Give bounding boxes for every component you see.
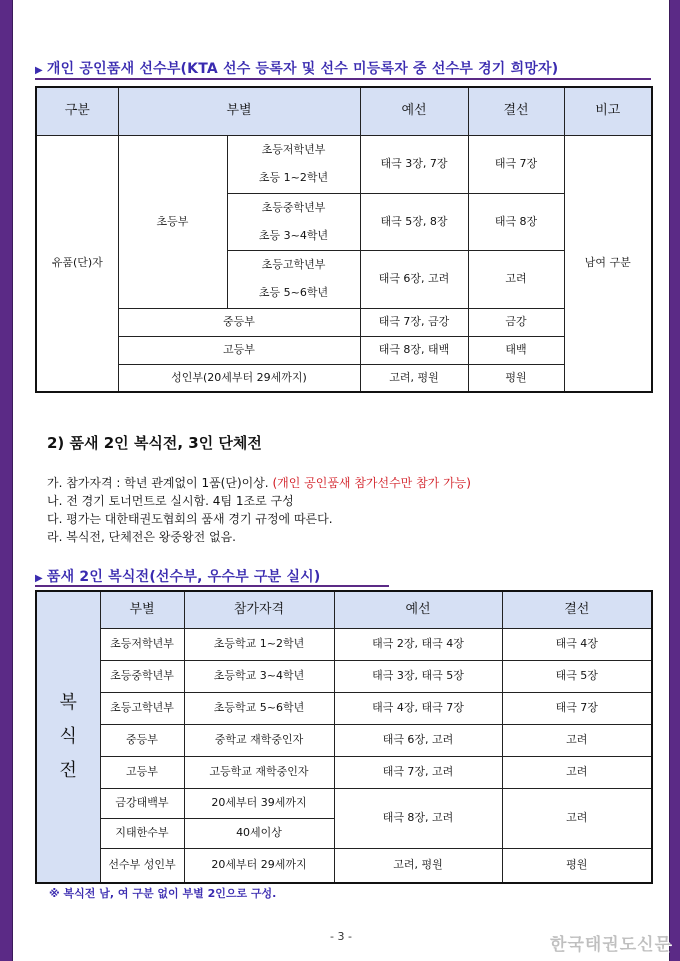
section3-underline [35, 585, 389, 587]
division-cell: 중등부 [118, 308, 360, 336]
division-cell: 금강태백부 [100, 788, 184, 818]
qualification-cell: 중학교 재학중인자 [184, 724, 334, 756]
table-row [36, 788, 652, 818]
table-row [36, 848, 652, 883]
header-qualification: 참가자격 [184, 591, 334, 628]
section1-underline [35, 78, 651, 80]
rules-list [47, 474, 471, 546]
prelim-cell: 태극 4장, 태극 7장 [334, 692, 502, 724]
final-cell: 고려 [502, 788, 652, 848]
list-item: 나. 전 경기 토너먼트로 실시함. 4팀 1조로 구성 [47, 494, 294, 508]
qualification-cell: 40세이상 [184, 818, 334, 848]
triangle-bullet-icon: ▶ [35, 65, 43, 76]
header-final: 결선 [468, 87, 564, 135]
prelim-cell: 고려, 평원 [360, 364, 468, 392]
final-cell: 태극 4장 [502, 628, 652, 660]
header-final: 결선 [502, 591, 652, 628]
final-cell: 고려 [502, 756, 652, 788]
list-item: 가. 참가자격 : 학년 관계없이 1품(단)이상. (개인 공인품새 참가선수만 참가 가능) [47, 476, 471, 490]
section2-title: 2) 품새 2인 복식전, 3인 단체전 [47, 434, 262, 452]
final-cell: 금강 [468, 308, 564, 336]
division-cell: 초등저학년부 [100, 628, 184, 660]
final-cell: 태극 8장 [468, 193, 564, 250]
qualification-cell: 20세부터 39세까지 [184, 788, 334, 818]
header-remarks: 비고 [564, 87, 652, 135]
qualification-cell: 초등학교 1~2학년 [184, 628, 334, 660]
header-prelim: 예선 [334, 591, 502, 628]
table-row [36, 660, 652, 692]
table-row [36, 692, 652, 724]
triangle-bullet-icon: ▶ [35, 573, 43, 584]
final-cell: 태극 5장 [502, 660, 652, 692]
remarks-cell: 남여 구분 [564, 135, 652, 392]
section3-heading: ▶ 품새 2인 복식전(선수부, 우수부 구분 실시) [35, 569, 321, 585]
list-item: 다. 평가는 대한태권도협회의 품새 경기 규정에 따른다. [47, 512, 333, 526]
division-cell: 초등고학년부 [100, 692, 184, 724]
prelim-cell: 태극 3장, 태극 5장 [334, 660, 502, 692]
prelim-cell: 고려, 평원 [334, 848, 502, 883]
final-cell: 고려 [502, 724, 652, 756]
page-number: - 3 - [330, 930, 352, 943]
final-cell: 태백 [468, 336, 564, 364]
header-division: 부별 [100, 591, 184, 628]
prelim-cell: 태극 8장, 태백 [360, 336, 468, 364]
division-cell: 고등부 [100, 756, 184, 788]
table-row [36, 724, 652, 756]
qualification-cell: 20세부터 29세까지 [184, 848, 334, 883]
section1-heading: ▶ 개인 공인품새 선수부(KTA 선수 등록자 및 선수 미등록자 중 선수부 경기 희망자) [35, 61, 559, 77]
final-cell: 평원 [502, 848, 652, 883]
prelim-cell: 태극 5장, 8장 [360, 193, 468, 250]
prelim-cell: 태극 2장, 태극 4장 [334, 628, 502, 660]
prelim-cell: 태극 7장, 금강 [360, 308, 468, 336]
table-row [36, 756, 652, 788]
doubles-side-label: 복 식 전 [36, 591, 100, 883]
final-cell: 태극 7장 [468, 135, 564, 193]
division-cell: 선수부 성인부 [100, 848, 184, 883]
elementary-cell: 초등부 [118, 135, 227, 308]
watermark-logo: 한국태권도신문 [550, 935, 672, 955]
qualification-cell: 초등학교 3~4학년 [184, 660, 334, 692]
header-division: 부별 [118, 87, 360, 135]
qualification-cell: 초등학교 5~6학년 [184, 692, 334, 724]
division-cell: 초등중학년부 [100, 660, 184, 692]
sub-division-cell: 초등중학년부 초등 3~4학년 [227, 193, 360, 250]
final-cell: 평원 [468, 364, 564, 392]
division-cell: 지태한수부 [100, 818, 184, 848]
table-row [36, 628, 652, 660]
final-cell: 고려 [468, 250, 564, 308]
sub-division-cell: 초등저학년부 초등 1~2학년 [227, 135, 360, 193]
final-cell: 태극 7장 [502, 692, 652, 724]
division-cell: 성인부(20세부터 29세까지) [118, 364, 360, 392]
document-page [12, 0, 670, 961]
division-cell: 중등부 [100, 724, 184, 756]
list-item: 라. 복식전, 단체전은 왕중왕전 없음. [47, 530, 236, 544]
header-category: 구분 [36, 87, 118, 135]
prelim-cell: 태극 8장, 고려 [334, 788, 502, 848]
qualification-cell: 고등학교 재학중인자 [184, 756, 334, 788]
header-prelim: 예선 [360, 87, 468, 135]
prelim-cell: 태극 6장, 고려 [334, 724, 502, 756]
group-cell: 유품(단)자 [36, 135, 118, 392]
individual-poomsae-table [35, 86, 653, 393]
footnote: ※ 복식전 남, 여 구분 없이 부별 2인으로 구성. [49, 887, 277, 900]
prelim-cell: 태극 6장, 고려 [360, 250, 468, 308]
doubles-table [35, 590, 653, 884]
division-cell: 고등부 [118, 336, 360, 364]
prelim-cell: 태극 3장, 7장 [360, 135, 468, 193]
sub-division-cell: 초등고학년부 초등 5~6학년 [227, 250, 360, 308]
prelim-cell: 태극 7장, 고려 [334, 756, 502, 788]
